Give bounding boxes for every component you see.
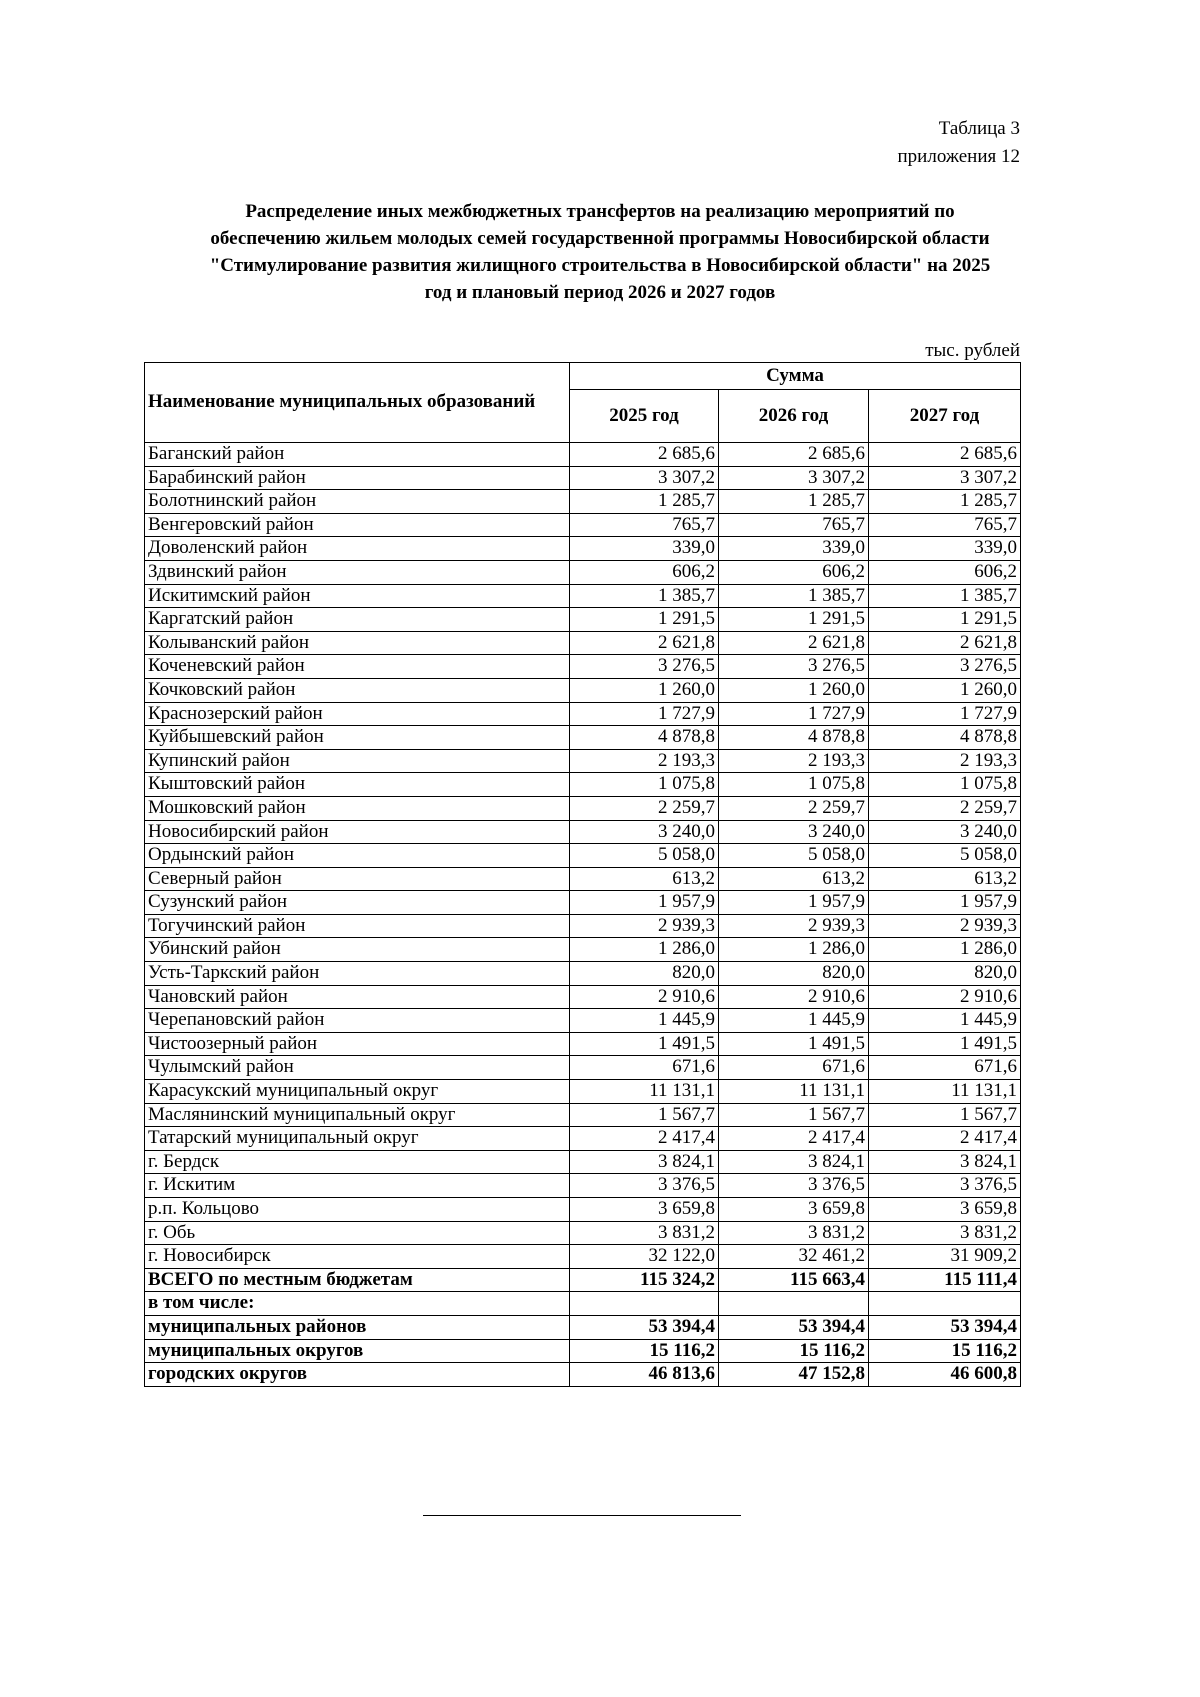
amount-cell: 2 259,7 xyxy=(570,796,719,820)
amount-cell: 1 260,0 xyxy=(869,678,1021,702)
municipality-name-cell: Татарский муниципальный округ xyxy=(145,1127,570,1151)
table-row xyxy=(145,891,1021,915)
amount-cell: 5 058,0 xyxy=(570,844,719,868)
amount-cell: 2 621,8 xyxy=(570,631,719,655)
amount-cell xyxy=(719,1292,869,1316)
amount-cell: 2 259,7 xyxy=(719,796,869,820)
amount-cell: 1 291,5 xyxy=(719,608,869,632)
amount-cell: 3 659,8 xyxy=(869,1198,1021,1222)
table-row xyxy=(145,443,1021,467)
municipality-name-cell: Северный район xyxy=(145,867,570,891)
table-row xyxy=(145,1339,1021,1363)
amount-cell: 2 910,6 xyxy=(869,985,1021,1009)
amount-cell: 1 260,0 xyxy=(570,678,719,702)
amount-cell: 3 307,2 xyxy=(570,466,719,490)
amount-cell: 2 417,4 xyxy=(719,1127,869,1151)
amount-cell: 3 276,5 xyxy=(570,655,719,679)
amount-cell: 820,0 xyxy=(719,962,869,986)
municipality-name-cell: Карасукский муниципальный округ xyxy=(145,1080,570,1104)
amount-cell: 606,2 xyxy=(570,560,719,584)
table-row xyxy=(145,844,1021,868)
amount-cell: 115 111,4 xyxy=(869,1268,1021,1292)
municipality-name-cell: Колыванский район xyxy=(145,631,570,655)
amount-cell: 1 291,5 xyxy=(869,608,1021,632)
amount-cell: 3 240,0 xyxy=(869,820,1021,844)
footer-divider xyxy=(423,1515,741,1516)
amount-cell: 671,6 xyxy=(869,1056,1021,1080)
amount-cell: 15 116,2 xyxy=(719,1339,869,1363)
amount-cell: 765,7 xyxy=(719,513,869,537)
amount-cell: 3 376,5 xyxy=(570,1174,719,1198)
amount-cell: 613,2 xyxy=(570,867,719,891)
document-title xyxy=(160,198,1040,306)
amount-cell: 2 685,6 xyxy=(869,443,1021,467)
title-line: обеспечению жильем молодых семей государственной программы Новосибирской области xyxy=(210,228,990,249)
table-row xyxy=(145,560,1021,584)
municipality-name-cell: Мошковский район xyxy=(145,796,570,820)
amount-cell: 339,0 xyxy=(570,537,719,561)
amount-cell: 606,2 xyxy=(719,560,869,584)
amount-cell: 1 286,0 xyxy=(719,938,869,962)
amount-cell: 2 939,3 xyxy=(719,914,869,938)
amount-cell: 4 878,8 xyxy=(570,726,719,750)
amount-cell: 32 122,0 xyxy=(570,1245,719,1269)
amount-cell: 2 259,7 xyxy=(869,796,1021,820)
amount-cell: 3 659,8 xyxy=(719,1198,869,1222)
name-column-header: Наименование муниципальных образований xyxy=(145,363,570,443)
amount-cell: 46 813,6 xyxy=(570,1363,719,1387)
amount-cell: 1 491,5 xyxy=(869,1032,1021,1056)
amount-cell: 765,7 xyxy=(570,513,719,537)
municipality-name-cell: муниципальных районов xyxy=(145,1315,570,1339)
municipality-name-cell: ВСЕГО по местным бюджетам xyxy=(145,1268,570,1292)
table-row xyxy=(145,773,1021,797)
municipality-name-cell: Венгеровский район xyxy=(145,513,570,537)
amount-cell: 15 116,2 xyxy=(570,1339,719,1363)
table-row xyxy=(145,466,1021,490)
amount-cell: 4 878,8 xyxy=(869,726,1021,750)
amount-cell xyxy=(570,1292,719,1316)
municipality-name-cell: Купинский район xyxy=(145,749,570,773)
table-row xyxy=(145,631,1021,655)
amount-cell: 1 567,7 xyxy=(719,1103,869,1127)
municipality-name-cell: Болотнинский район xyxy=(145,490,570,514)
amount-cell: 3 376,5 xyxy=(869,1174,1021,1198)
amount-cell: 3 824,1 xyxy=(869,1150,1021,1174)
amount-cell: 1 491,5 xyxy=(570,1032,719,1056)
amount-cell: 606,2 xyxy=(869,560,1021,584)
amount-cell: 613,2 xyxy=(869,867,1021,891)
municipality-name-cell: г. Искитим xyxy=(145,1174,570,1198)
table-row xyxy=(145,985,1021,1009)
amount-cell: 3 307,2 xyxy=(719,466,869,490)
municipality-name-cell: Искитимский район xyxy=(145,584,570,608)
table-row xyxy=(145,1245,1021,1269)
municipality-name-cell: Краснозерский район xyxy=(145,702,570,726)
municipality-name-cell: Усть-Таркский район xyxy=(145,962,570,986)
amount-cell: 1 260,0 xyxy=(719,678,869,702)
amount-cell: 820,0 xyxy=(570,962,719,986)
amount-cell: 1 727,9 xyxy=(869,702,1021,726)
amount-cell: 339,0 xyxy=(719,537,869,561)
amount-cell: 1 491,5 xyxy=(719,1032,869,1056)
table-row xyxy=(145,796,1021,820)
table-row xyxy=(145,1198,1021,1222)
amount-cell: 1 445,9 xyxy=(869,1009,1021,1033)
amount-cell: 2 939,3 xyxy=(570,914,719,938)
amount-cell: 46 600,8 xyxy=(869,1363,1021,1387)
amount-cell: 2 685,6 xyxy=(719,443,869,467)
table-row xyxy=(145,962,1021,986)
amount-cell: 4 878,8 xyxy=(719,726,869,750)
table-row xyxy=(145,1080,1021,1104)
table-row xyxy=(145,608,1021,632)
amount-cell: 115 324,2 xyxy=(570,1268,719,1292)
amount-cell: 1 285,7 xyxy=(869,490,1021,514)
amount-cell: 1 075,8 xyxy=(570,773,719,797)
municipality-name-cell: Сузунский район xyxy=(145,891,570,915)
amount-cell: 3 276,5 xyxy=(719,655,869,679)
amount-cell: 1 385,7 xyxy=(869,584,1021,608)
municipality-name-cell: городских округов xyxy=(145,1363,570,1387)
amount-cell: 1 957,9 xyxy=(570,891,719,915)
amount-cell: 3 376,5 xyxy=(719,1174,869,1198)
municipality-name-cell: Маслянинский муниципальный округ xyxy=(145,1103,570,1127)
table-row xyxy=(145,1056,1021,1080)
amount-cell: 1 075,8 xyxy=(719,773,869,797)
amount-cell: 820,0 xyxy=(869,962,1021,986)
table-row xyxy=(145,749,1021,773)
municipality-name-cell: Ордынский район xyxy=(145,844,570,868)
amount-cell: 1 385,7 xyxy=(719,584,869,608)
municipality-name-cell: Убинский район xyxy=(145,938,570,962)
amount-cell: 765,7 xyxy=(869,513,1021,537)
municipality-name-cell: г. Бердск xyxy=(145,1150,570,1174)
table-row xyxy=(145,914,1021,938)
table-row xyxy=(145,1127,1021,1151)
amount-cell: 3 831,2 xyxy=(719,1221,869,1245)
amount-cell: 53 394,4 xyxy=(719,1315,869,1339)
municipality-name-cell: Доволенский район xyxy=(145,537,570,561)
municipality-name-cell: в том числе: xyxy=(145,1292,570,1316)
table-row xyxy=(145,584,1021,608)
units-label: тыс. рублей xyxy=(925,340,1020,361)
amount-cell: 1 285,7 xyxy=(570,490,719,514)
amount-cell: 613,2 xyxy=(719,867,869,891)
amount-cell: 2 939,3 xyxy=(869,914,1021,938)
municipality-name-cell: г. Новосибирск xyxy=(145,1245,570,1269)
amount-cell: 53 394,4 xyxy=(570,1315,719,1339)
table-row xyxy=(145,1363,1021,1387)
amount-cell: 53 394,4 xyxy=(869,1315,1021,1339)
table-row xyxy=(145,1150,1021,1174)
amount-cell: 32 461,2 xyxy=(719,1245,869,1269)
year-column-header: 2027 год xyxy=(869,390,1021,443)
table-row xyxy=(145,1103,1021,1127)
amount-cell: 2 417,4 xyxy=(869,1127,1021,1151)
amount-cell: 671,6 xyxy=(570,1056,719,1080)
amount-cell: 11 131,1 xyxy=(570,1080,719,1104)
amount-cell: 3 276,5 xyxy=(869,655,1021,679)
table-row xyxy=(145,1268,1021,1292)
table-row xyxy=(145,1292,1021,1316)
title-line: год и плановый период 2026 и 2027 годов xyxy=(424,282,776,303)
municipality-name-cell: Тогучинский район xyxy=(145,914,570,938)
amount-cell: 339,0 xyxy=(869,537,1021,561)
title-line: Распределение иных межбюджетных трансфертов на реализацию мероприятий по xyxy=(245,201,955,222)
amount-cell: 2 910,6 xyxy=(570,985,719,1009)
table-row xyxy=(145,655,1021,679)
amount-cell: 2 621,8 xyxy=(869,631,1021,655)
municipality-name-cell: Чистоозерный район xyxy=(145,1032,570,1056)
table-row xyxy=(145,1221,1021,1245)
amount-cell: 2 193,3 xyxy=(719,749,869,773)
municipality-name-cell: р.п. Кольцово xyxy=(145,1198,570,1222)
municipality-name-cell: Коченевский район xyxy=(145,655,570,679)
amount-cell: 1 957,9 xyxy=(869,891,1021,915)
table-row xyxy=(145,726,1021,750)
table-row xyxy=(145,1174,1021,1198)
table-row xyxy=(145,1315,1021,1339)
amount-cell: 671,6 xyxy=(719,1056,869,1080)
amount-cell: 5 058,0 xyxy=(869,844,1021,868)
amount-cell xyxy=(869,1292,1021,1316)
amount-cell: 1 291,5 xyxy=(570,608,719,632)
appendix-label: приложения 12 xyxy=(897,146,1020,167)
table-row xyxy=(145,1009,1021,1033)
year-column-header: 2026 год xyxy=(719,390,869,443)
amount-cell: 1 727,9 xyxy=(570,702,719,726)
amount-cell: 3 831,2 xyxy=(869,1221,1021,1245)
amount-cell: 3 240,0 xyxy=(719,820,869,844)
municipality-name-cell: Чулымский район xyxy=(145,1056,570,1080)
table-row xyxy=(145,490,1021,514)
municipality-name-cell: Здвинский район xyxy=(145,560,570,584)
amount-cell: 11 131,1 xyxy=(869,1080,1021,1104)
amount-cell: 1 727,9 xyxy=(719,702,869,726)
amount-cell: 2 417,4 xyxy=(570,1127,719,1151)
municipality-name-cell: Черепановский район xyxy=(145,1009,570,1033)
amount-cell: 11 131,1 xyxy=(719,1080,869,1104)
table-number-label: Таблица 3 xyxy=(938,118,1020,139)
municipality-name-cell: Баганский район xyxy=(145,443,570,467)
amount-cell: 31 909,2 xyxy=(869,1245,1021,1269)
municipality-name-cell: Кочковский район xyxy=(145,678,570,702)
amount-cell: 2 910,6 xyxy=(719,985,869,1009)
table-row xyxy=(145,537,1021,561)
table-row xyxy=(145,702,1021,726)
municipality-name-cell: Каргатский район xyxy=(145,608,570,632)
sum-column-header: Сумма xyxy=(570,363,1021,390)
year-column-header: 2025 год xyxy=(570,390,719,443)
amount-cell: 1 286,0 xyxy=(570,938,719,962)
amount-cell: 1 567,7 xyxy=(869,1103,1021,1127)
amount-cell: 115 663,4 xyxy=(719,1268,869,1292)
municipality-name-cell: г. Обь xyxy=(145,1221,570,1245)
amount-cell: 1 957,9 xyxy=(719,891,869,915)
amount-cell: 1 286,0 xyxy=(869,938,1021,962)
municipality-name-cell: Куйбышевский район xyxy=(145,726,570,750)
amount-cell: 1 075,8 xyxy=(869,773,1021,797)
municipality-name-cell: муниципальных округов xyxy=(145,1339,570,1363)
table-row xyxy=(145,867,1021,891)
amount-cell: 3 659,8 xyxy=(570,1198,719,1222)
table-row xyxy=(145,938,1021,962)
amount-cell: 47 152,8 xyxy=(719,1363,869,1387)
table-body xyxy=(145,443,1021,1387)
amount-cell: 3 824,1 xyxy=(570,1150,719,1174)
table-row xyxy=(145,820,1021,844)
municipality-name-cell: Чановский район xyxy=(145,985,570,1009)
amount-cell: 2 621,8 xyxy=(719,631,869,655)
table-row xyxy=(145,678,1021,702)
amount-cell: 3 240,0 xyxy=(570,820,719,844)
amount-cell: 1 285,7 xyxy=(719,490,869,514)
table-row xyxy=(145,1032,1021,1056)
amount-cell: 1 445,9 xyxy=(570,1009,719,1033)
amount-cell: 1 445,9 xyxy=(719,1009,869,1033)
amount-cell: 1 567,7 xyxy=(570,1103,719,1127)
municipality-name-cell: Новосибирский район xyxy=(145,820,570,844)
amount-cell: 2 193,3 xyxy=(869,749,1021,773)
transfers-table xyxy=(144,362,1021,1387)
amount-cell: 2 193,3 xyxy=(570,749,719,773)
amount-cell: 3 824,1 xyxy=(719,1150,869,1174)
amount-cell: 2 685,6 xyxy=(570,443,719,467)
amount-cell: 15 116,2 xyxy=(869,1339,1021,1363)
municipality-name-cell: Барабинский район xyxy=(145,466,570,490)
amount-cell: 3 307,2 xyxy=(869,466,1021,490)
title-line: "Стимулирование развития жилищного строительства в Новосибирской области" на 2025 xyxy=(209,255,991,276)
table-row xyxy=(145,513,1021,537)
municipality-name-cell: Кыштовский район xyxy=(145,773,570,797)
amount-cell: 5 058,0 xyxy=(719,844,869,868)
amount-cell: 3 831,2 xyxy=(570,1221,719,1245)
amount-cell: 1 385,7 xyxy=(570,584,719,608)
